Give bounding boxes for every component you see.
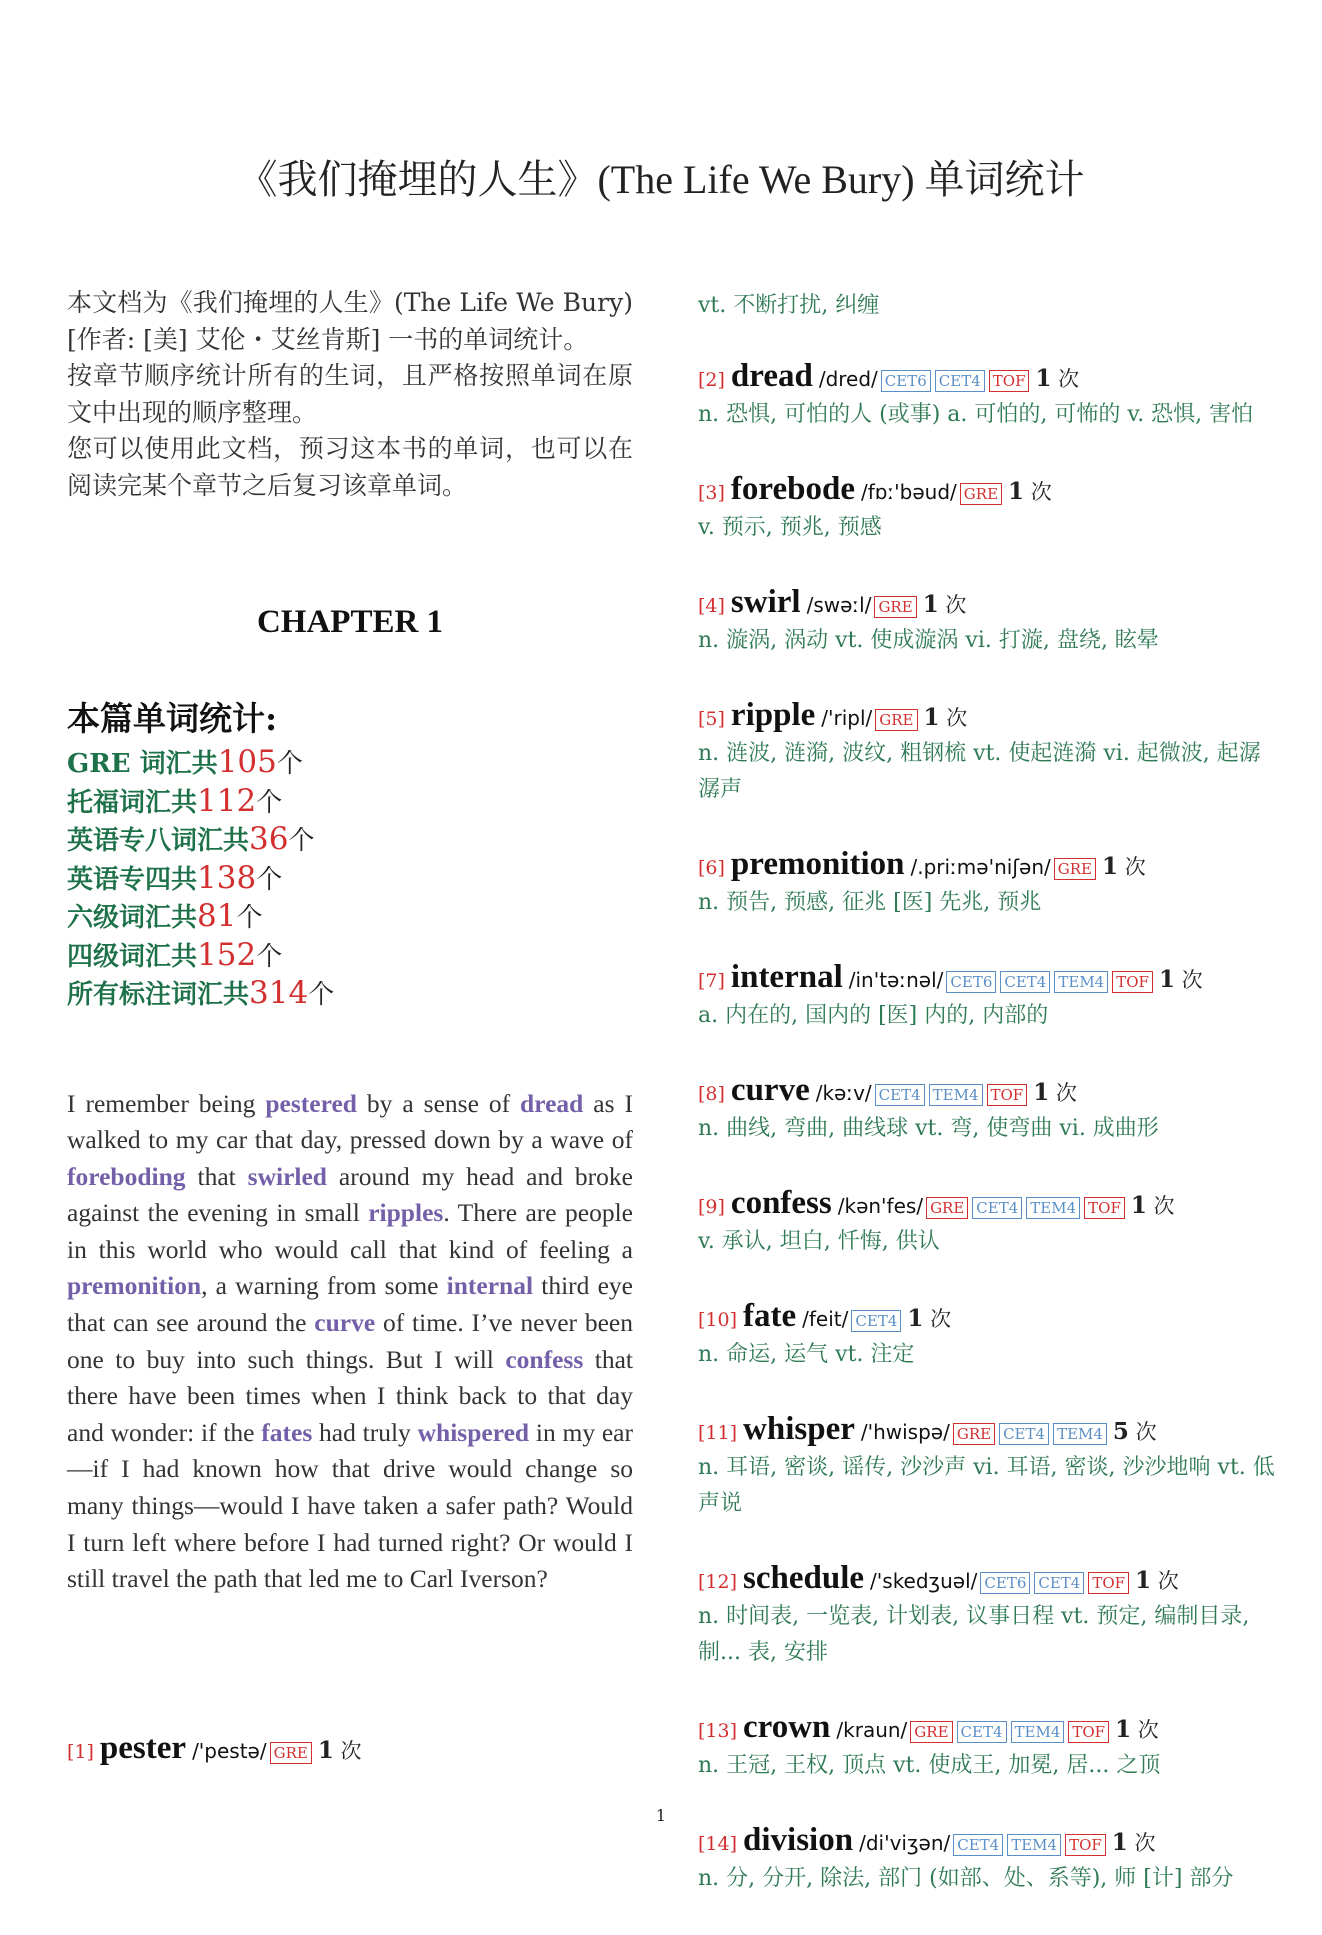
entry-index: [14]: [698, 1833, 738, 1855]
entry-head: [698, 584, 1278, 621]
entry-count: [1035, 363, 1079, 393]
exam-tag: TOF: [989, 370, 1030, 392]
entry-phonetic: /kən'fes/: [837, 1194, 924, 1218]
intro-line: 您可以使用此文档，预习这本书的单词，也可以在阅读完某个章节之后复习该章单词。: [67, 434, 633, 500]
entry-word: forebode: [730, 471, 855, 507]
vocab-entry: [698, 1709, 1278, 1784]
entry-definition: n. 王冠, 王权, 顶点 vt. 使成王, 加冕, 居... 之顶: [698, 1753, 1161, 1778]
passage-text: as I walked to my car that day, pressed down by a wave of: [67, 1088, 633, 1155]
exam-tag: CET4: [875, 1084, 925, 1106]
passage-text: in my ear—if I had known how that drive would change so many things—would I have taken a safer path? Would I turn left where before I had turned right? Or would I still travel the path that led me to Carl Iverson?: [67, 1417, 633, 1594]
exam-tag: TOF: [1112, 971, 1153, 993]
entry-head: [698, 697, 1278, 734]
entry-head: [67, 1730, 633, 1767]
entry-word: premonition: [730, 846, 905, 882]
vocab-list-left: [67, 1730, 633, 1805]
exam-tag: CET4: [957, 1721, 1007, 1743]
vocab-entry: [698, 1822, 1278, 1897]
entry-count-unit: 次: [938, 593, 967, 617]
stat-row: [67, 937, 633, 976]
entry-count: [907, 1303, 951, 1333]
entry-count: [1131, 1190, 1175, 1220]
entry-word: crown: [743, 1709, 831, 1745]
exam-tag: CET6: [946, 971, 996, 993]
entry-index: [10]: [698, 1309, 738, 1331]
exam-tag: TEM4: [1054, 971, 1108, 993]
entry-count-number: 1: [1158, 966, 1175, 993]
entry-count-number: 1: [317, 1737, 334, 1764]
exam-tag: GRE: [875, 709, 917, 731]
entry-count-number: 1: [1135, 1567, 1152, 1594]
exam-tag: GRE: [960, 483, 1002, 505]
entry-definition: n. 时间表, 一览表, 计划表, 议事日程 vt. 预定, 编制目录, 制... 表, 安排: [698, 1604, 1250, 1665]
passage-text: had truly: [312, 1417, 418, 1447]
stat-row: [67, 860, 633, 899]
highlighted-word: curve: [314, 1308, 376, 1338]
entry-word: whisper: [743, 1411, 855, 1447]
entry-phonetic: /fɒː'bəud/: [860, 480, 957, 504]
stat-row: [67, 821, 633, 860]
exam-tag: CET4: [953, 1834, 1003, 1856]
passage-text: of time. I’ve never been one to buy into such things. But I will: [67, 1308, 633, 1374]
entry-count: [923, 589, 967, 619]
entry-phonetic: /di'viʒən/: [859, 1831, 951, 1855]
entry-definition: v. 承认, 坦白, 忏悔, 供认: [698, 1229, 940, 1254]
vocab-entry: [698, 1185, 1278, 1260]
entry-head: [698, 1072, 1278, 1109]
exam-tag: GRE: [874, 596, 916, 618]
highlighted-word: internal: [446, 1271, 534, 1301]
stat-count: 81: [197, 898, 237, 934]
entry-count-unit: 次: [1049, 1081, 1077, 1105]
entry-count: [1135, 1565, 1179, 1595]
stats-list: [67, 744, 633, 1014]
stat-count: 36: [249, 821, 289, 857]
entry-phonetic: /'skedʒuəl/: [870, 1569, 978, 1593]
passage-text: . There are people in this world who would call that kind of feeling a: [67, 1198, 633, 1264]
vocab-list-right: [698, 288, 1278, 1935]
entry-definition: v. 预示, 预兆, 预感: [698, 515, 882, 540]
entry-count-number: 1: [1115, 1716, 1132, 1743]
exam-tag: CET4: [972, 1197, 1022, 1219]
highlighted-word: swirled: [247, 1161, 327, 1191]
exam-tag: TEM4: [1026, 1197, 1080, 1219]
entry-definition: n. 分, 分开, 除法, 部门 (如部、处、系等), 师 [计] 部分: [698, 1866, 1234, 1891]
stat-label: 英语专四共: [67, 864, 198, 895]
passage-text: around my head and broke against the evening in small: [67, 1161, 633, 1228]
entry-phonetic: /'hwispə/: [860, 1420, 950, 1444]
entry-count-unit: 次: [1051, 367, 1080, 391]
exam-tag: TEM4: [1053, 1423, 1107, 1445]
entry-index: [8]: [698, 1083, 725, 1105]
stat-label: 英语专八词汇共: [67, 826, 250, 856]
vocab-entry: [698, 959, 1278, 1034]
entry-definition: n. 恐惧, 可怕的人 (或事) a. 可怕的, 可怖的 v. 恐惧, 害怕: [698, 402, 1254, 427]
entry-index: [6]: [698, 857, 725, 879]
entry-index: [12]: [698, 1571, 738, 1593]
highlighted-word: confess: [505, 1344, 584, 1374]
entry-definition: n. 漩涡, 涡动 vt. 使成漩涡 vi. 打漩, 盘绕, 眩晕: [698, 628, 1159, 653]
entry-head: [698, 959, 1278, 996]
entry-head: [698, 1298, 1278, 1335]
entry-count: [1102, 851, 1146, 881]
entry-phonetic: /'ripl/: [821, 706, 873, 730]
entry-word: schedule: [743, 1560, 865, 1596]
exam-tag: GRE: [270, 1742, 312, 1764]
vocab-entry: [698, 1072, 1278, 1147]
entry-index: [5]: [698, 708, 725, 730]
entry-count-number: 1: [1033, 1079, 1050, 1106]
passage: [67, 1086, 633, 1598]
entry-word: fate: [743, 1298, 797, 1334]
entry-count: [1113, 1416, 1157, 1446]
exam-tag: TEM4: [1007, 1834, 1061, 1856]
entry-count-number: 1: [923, 704, 940, 731]
entry-word: internal: [730, 959, 843, 995]
entry-head: [698, 471, 1278, 508]
stat-count: 105: [217, 744, 277, 780]
stat-count: 112: [197, 782, 257, 819]
entry-count: [318, 1735, 362, 1765]
entry-phonetic: /dred/: [818, 367, 878, 391]
stat-count: 314: [249, 975, 309, 1011]
highlighted-word: dread: [520, 1088, 584, 1118]
entry-head: [698, 1709, 1278, 1746]
entry-count: [1033, 1077, 1077, 1107]
entry-count-unit: 次: [1024, 480, 1052, 504]
stat-unit: 个: [256, 787, 283, 818]
entry-phonetic: /.priːmə'niʃən/: [910, 855, 1051, 879]
entry-word: swirl: [730, 584, 801, 620]
exam-tag: TOF: [1088, 1572, 1129, 1594]
passage-text: by a sense of: [356, 1088, 521, 1118]
highlighted-word: foreboding: [67, 1161, 186, 1191]
exam-tag: TEM4: [1011, 1721, 1065, 1743]
entry-count-unit: 次: [333, 1739, 362, 1763]
entry-count-unit: 次: [923, 1307, 952, 1331]
exam-tag: CET6: [980, 1572, 1030, 1594]
vocab-entry: [698, 1298, 1278, 1373]
passage-text: that there have been times when I think back to that day and wonder: if the: [67, 1344, 633, 1447]
highlighted-word: ripples: [368, 1198, 444, 1228]
entry-count-number: 1: [907, 1305, 924, 1332]
exam-tag: GRE: [953, 1423, 995, 1445]
intro-line: 本文档为《我们掩埋的人生》(The Life We Bury)[作者: [美] 艾伦・艾丝肯斯] 一书的单词统计。: [67, 288, 633, 354]
highlighted-word: whispered: [417, 1417, 530, 1447]
exam-tag: GRE: [910, 1721, 952, 1743]
exam-tag: CET6: [881, 370, 931, 392]
entry-count-unit: 次: [1118, 855, 1146, 879]
passage-text: , a warning from some: [201, 1271, 447, 1301]
entry-count-number: 1: [1008, 478, 1025, 505]
entry-definition: n. 命运, 运气 vt. 注定: [698, 1342, 915, 1367]
entry-count-unit: 次: [1151, 1569, 1179, 1593]
entry-head: [698, 358, 1278, 395]
entry-index: [7]: [698, 970, 725, 992]
exam-tag: CET4: [851, 1310, 901, 1332]
entry-count: [924, 702, 968, 732]
stat-row: [67, 783, 633, 822]
entry-count-number: 1: [1111, 1829, 1128, 1856]
intro-line: 按章节顺序统计所有的生词，且严格按照单词在原文中出现的顺序整理。: [67, 361, 633, 427]
exam-tag: CET4: [1034, 1572, 1084, 1594]
entry-phonetic: /in'təːnəl/: [848, 968, 944, 992]
passage-text: I remember being: [67, 1088, 266, 1118]
entry-index: [11]: [698, 1422, 738, 1444]
stat-label: 托福词汇共: [67, 787, 198, 818]
stat-count: 138: [197, 859, 257, 896]
exam-tag: TOF: [1068, 1721, 1109, 1743]
vocab-entry: [67, 1730, 633, 1767]
entry-phonetic: /kəːv/: [815, 1081, 872, 1105]
entry-count: [1112, 1827, 1156, 1857]
exam-tag: GRE: [926, 1197, 968, 1219]
vocab-entry: [698, 1560, 1278, 1671]
stat-row: [67, 744, 633, 783]
exam-tag: GRE: [1054, 858, 1096, 880]
entry-count-number: 1: [1035, 365, 1052, 392]
stat-unit: 个: [308, 980, 335, 1010]
vocab-entry: [698, 471, 1278, 546]
highlighted-word: pestered: [265, 1088, 357, 1118]
stat-row: [67, 975, 633, 1014]
entry-count-unit: 次: [939, 706, 968, 730]
vocab-entry: [698, 846, 1278, 921]
entry-count: [1008, 476, 1052, 506]
entry-count-number: 5: [1112, 1418, 1129, 1445]
entry-phonetic: /swəːl/: [806, 593, 872, 617]
entry-head: [698, 1822, 1278, 1859]
entry-word: division: [743, 1822, 854, 1858]
entry-word: ripple: [730, 697, 816, 733]
exam-tag: CET4: [1000, 971, 1050, 993]
exam-tag: TOF: [1065, 1834, 1106, 1856]
chapter-heading: CHAPTER 1: [256, 604, 444, 640]
entry-word: dread: [730, 358, 813, 394]
entry-count-unit: 次: [1128, 1420, 1157, 1444]
entry-count-unit: 次: [1127, 1831, 1156, 1855]
stat-unit: 个: [288, 826, 315, 856]
entry-count: [1159, 964, 1203, 994]
stats-title: 本篇单词统计:: [67, 699, 278, 738]
entry-count-unit: 次: [1174, 968, 1203, 992]
stat-row: [67, 898, 633, 937]
entry-head: [698, 846, 1278, 883]
stat-label: 六级词汇共: [67, 903, 198, 933]
stat-unit: 个: [236, 903, 263, 933]
intro: [67, 285, 633, 504]
exam-tag: TOF: [1084, 1197, 1125, 1219]
entry-head: [698, 1411, 1278, 1448]
passage-text: third eye that can see around the: [67, 1271, 633, 1338]
entry-phonetic: /kraun/: [836, 1718, 908, 1742]
entry-count-unit: 次: [1131, 1718, 1159, 1742]
entry-index: [3]: [698, 482, 725, 504]
vocab-entry: [698, 358, 1278, 433]
left-column: [67, 285, 633, 1598]
entry-index: [9]: [698, 1196, 725, 1218]
stat-label: 四级词汇共: [67, 941, 198, 972]
entry-index: [1]: [67, 1741, 94, 1763]
exam-tag: CET4: [935, 370, 985, 392]
entry-word: curve: [730, 1072, 810, 1108]
entry-definition: n. 涟波, 涟漪, 波纹, 粗钢梳 vt. 使起涟漪 vi. 起微波, 起潺潺声: [698, 741, 1261, 802]
entry-definition: n. 曲线, 弯曲, 曲线球 vt. 弯, 使弯曲 vi. 成曲形: [698, 1116, 1159, 1141]
stat-unit: 个: [276, 749, 303, 779]
exam-tag: TOF: [987, 1084, 1028, 1106]
vocab-entry: [698, 584, 1278, 659]
entry-word: confess: [730, 1185, 832, 1221]
stat-unit: 个: [256, 864, 283, 895]
entry-count: [1115, 1714, 1159, 1744]
exam-tag: CET4: [999, 1423, 1049, 1445]
stat-label: GRE 词汇共: [67, 749, 218, 779]
vocab-entry: [698, 1411, 1278, 1522]
page-title: 《我们掩埋的人生》(The Life We Bury) 单词统计: [237, 157, 1085, 202]
highlighted-word: fates: [261, 1417, 313, 1447]
entry-word: pester: [99, 1730, 187, 1766]
entry-index: [2]: [698, 369, 725, 391]
entry-count-number: 1: [1102, 853, 1119, 880]
entry-head: [698, 1560, 1278, 1597]
entry-index: [13]: [698, 1720, 738, 1742]
entry-definition: n. 耳语, 密谈, 谣传, 沙沙声 vi. 耳语, 密谈, 沙沙地响 vt. 低声说: [698, 1455, 1275, 1516]
entry-count-number: 1: [1130, 1192, 1147, 1219]
entry-phonetic: /feit/: [802, 1307, 849, 1331]
entry-definition: a. 内在的, 国内的 [医] 内的, 内部的: [698, 1003, 1049, 1028]
entry-phonetic: /'pestə/: [192, 1739, 267, 1763]
entry-count-number: 1: [922, 591, 939, 618]
vocab-entry: [698, 697, 1278, 808]
stat-label: 所有标注词汇共: [67, 980, 250, 1010]
highlighted-word: premonition: [67, 1271, 202, 1301]
stat-unit: 个: [256, 941, 283, 972]
entry-count-unit: 次: [1146, 1194, 1175, 1218]
exam-tag: TEM4: [929, 1084, 983, 1106]
entry-definition: n. 预告, 预感, 征兆 [医] 先兆, 预兆: [698, 890, 1042, 915]
entry-definition: vt. 不断打扰, 纠缠: [698, 293, 880, 318]
passage-text: that: [185, 1161, 248, 1191]
page-number: 1: [655, 1806, 667, 1825]
entry-index: [4]: [698, 595, 725, 617]
entry-head: [698, 1185, 1278, 1222]
stat-count: 152: [197, 936, 257, 973]
